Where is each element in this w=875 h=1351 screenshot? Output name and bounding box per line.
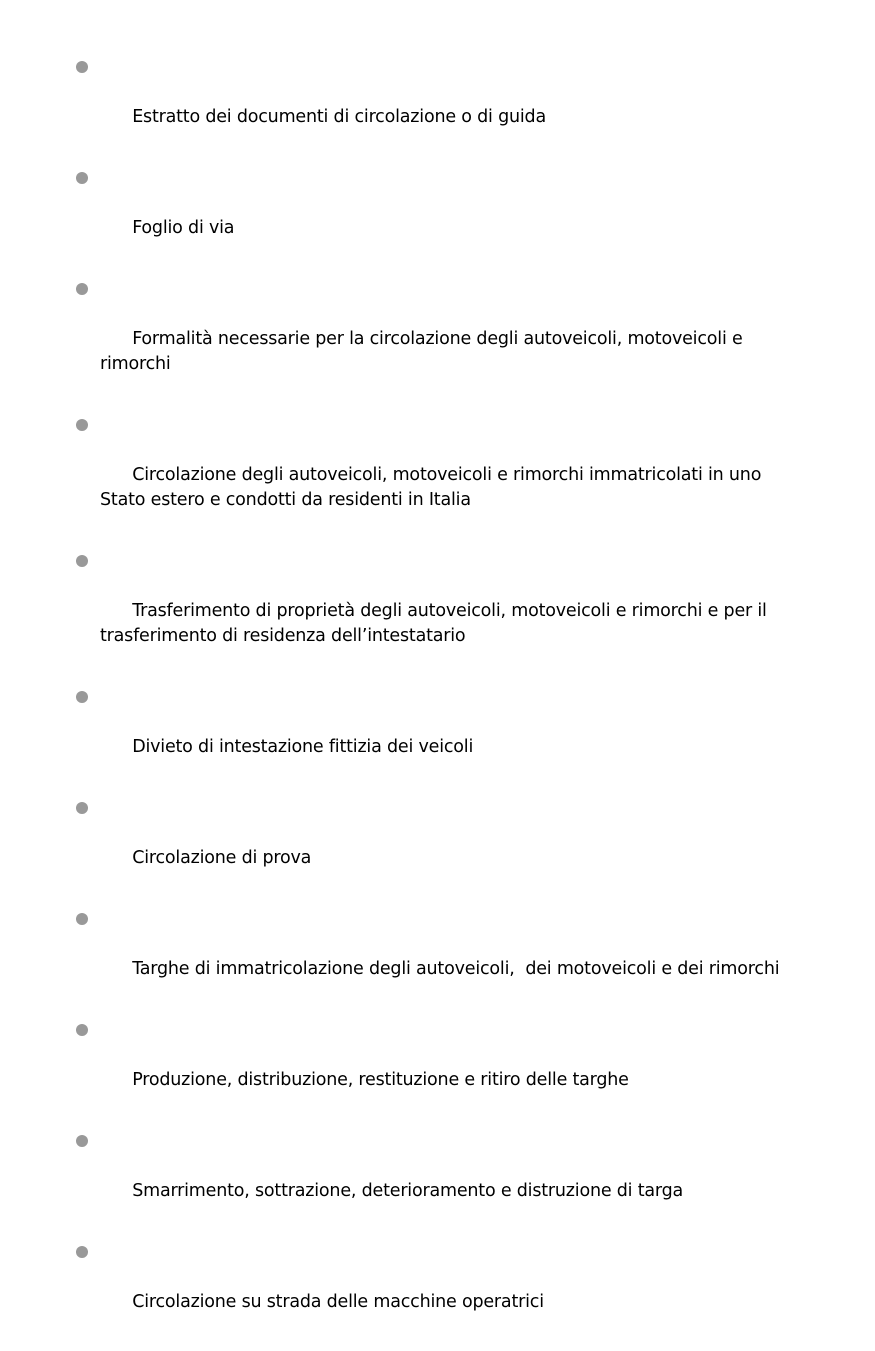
list-item-text: Produzione, distribuzione, restituzione e ritiro delle targhe bbox=[132, 1070, 629, 1090]
list-item-text: Circolazione degli autoveicoli, motoveicoli e rimorchi immatricolati in uno Stato estero e condotti da residenti in Italia bbox=[100, 465, 767, 510]
list-item bbox=[74, 685, 804, 785]
list-item-text: Circolazione su strada delle macchine operatrici bbox=[132, 1292, 544, 1312]
list-item bbox=[74, 549, 804, 674]
list-item bbox=[74, 1129, 804, 1229]
list-item-text: Formalità necessarie per la circolazione degli autoveicoli, motoveicoli e rimorchi bbox=[100, 329, 748, 374]
list-item bbox=[74, 796, 804, 896]
bullet-icon bbox=[76, 802, 88, 814]
list-item-text: Targhe di immatricolazione degli autoveicoli, dei motoveicoli e dei rimorchi bbox=[132, 959, 780, 979]
list-item bbox=[74, 907, 804, 1007]
list-item bbox=[74, 55, 804, 155]
bullet-icon bbox=[76, 555, 88, 567]
bullet-icon bbox=[76, 61, 88, 73]
bullet-icon bbox=[76, 172, 88, 184]
list-item-text: Foglio di via bbox=[132, 218, 235, 238]
list-item-text: Circolazione di prova bbox=[132, 848, 312, 868]
list-item bbox=[74, 166, 804, 266]
list-item bbox=[74, 1240, 804, 1340]
list-item bbox=[74, 277, 804, 402]
list-item-text: Trasferimento di proprietà degli autoveicoli, motoveicoli e rimorchi e per il trasferimento di residenza dell’intestatario bbox=[100, 601, 773, 646]
bullet-icon bbox=[76, 691, 88, 703]
list-item bbox=[74, 413, 804, 538]
bullet-icon bbox=[76, 419, 88, 431]
list-item-text: Divieto di intestazione fittizia dei veicoli bbox=[132, 737, 474, 757]
bullet-icon bbox=[76, 1246, 88, 1258]
bullet-icon bbox=[76, 1024, 88, 1036]
list-item-text: Smarrimento, sottrazione, deterioramento e distruzione di targa bbox=[132, 1181, 684, 1201]
topic-list bbox=[74, 55, 804, 1351]
bullet-icon bbox=[76, 913, 88, 925]
bullet-icon bbox=[76, 1135, 88, 1147]
list-item bbox=[74, 1018, 804, 1118]
bullet-icon bbox=[76, 283, 88, 295]
list-item-text: Estratto dei documenti di circolazione o di guida bbox=[132, 107, 546, 127]
